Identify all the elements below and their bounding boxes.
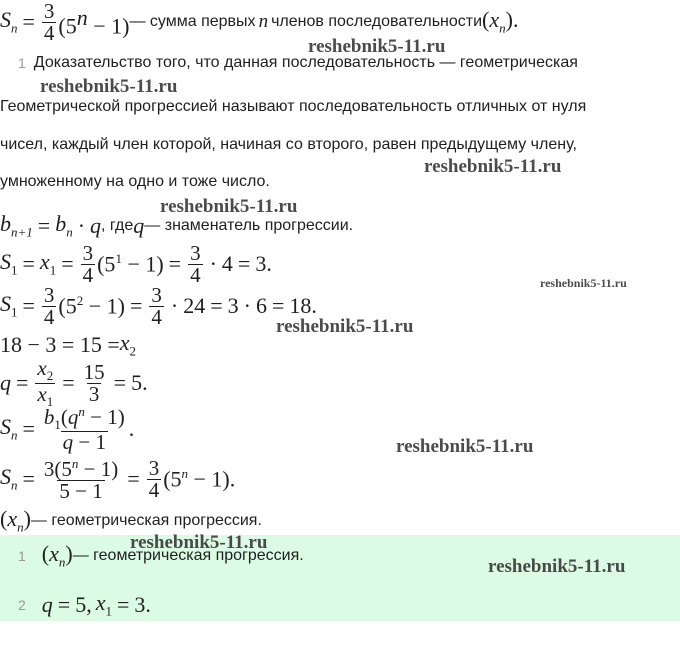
- watermark: reshebnik5-11.ru: [160, 196, 298, 217]
- recurrence-formula: $b_{n+1}$ = $b_n$ · q , где q — знаменатель прогрессии.: [0, 211, 354, 240]
- step-1-text: Доказательство того, что данная последовательность — геометрическая: [33, 54, 578, 71]
- watermark: reshebnik5-11.ru: [40, 76, 178, 97]
- difference-formula: 18 − 3 = 15 = $x_2$: [0, 330, 136, 359]
- watermark: reshebnik5-11.ru: [488, 556, 626, 577]
- definition-line-2: чисел, каждый член которой, начиная со второго, равен предыдущему члену,: [0, 136, 577, 153]
- sn-specific-formula: $S_n$ = $\frac{3(5^n - 1)}{5 - 1}$ = $\frac{3}{4}$ $(5^n - 1)$.: [0, 455, 236, 503]
- q-formula: q = $\frac{x_2}{x_1}$ = $\frac{15}{3}$ = 5.: [0, 356, 148, 409]
- header-text: — сумма первых: [129, 13, 256, 30]
- definition-line-3: умноженному на одно и тоже число.: [0, 173, 270, 190]
- header-text-2: членов последовательности: [271, 13, 483, 30]
- step-1: [18, 52, 578, 74]
- fraction-3-4: $\frac{3}{4}$: [43, 0, 55, 45]
- s2-formula: $S_1$ = $\frac{3}{4}$ $(5^2 - 1)$ = $\frac{3}{4}$ · 24 = 3 · 6 = 18.: [0, 282, 317, 329]
- definition-line-1: Геометрической прогрессией называют последовательность отличных от нуля: [0, 98, 587, 115]
- watermark: reshebnik5-11.ru: [396, 436, 534, 457]
- s-n-symbol: $S_n$: [0, 7, 18, 36]
- watermark: reshebnik5-11.ru: [276, 316, 414, 337]
- sn-general-formula: $S_n$ = $\frac{b_1(q^n - 1)}{q - 1}$ .: [0, 403, 135, 455]
- s1-formula: $S_1$ = $x_1$ = $\frac{3}{4}$ $(5^1 - 1)$ = $\frac{3}{4}$ · 4 = 3.: [0, 240, 272, 287]
- header-formula: $S_n$ = $\frac{3}{4}$ $(5^n - 1)$ — сумма первых n членов последовательности $(x_n)$.: [0, 0, 519, 45]
- watermark: reshebnik5-11.ru: [424, 156, 562, 177]
- watermark: reshebnik5-11.ru: [540, 276, 627, 290]
- conclusion: $(x_n)$ — геометрическая прогрессия.: [0, 506, 262, 535]
- answer-1: 1 $(x_n)$ — геометрическая прогрессия.: [18, 541, 304, 570]
- watermark: reshebnik5-11.ru: [130, 532, 268, 553]
- answer-2: 2 q = 5, $x_1$ = 3.: [18, 590, 151, 619]
- watermark: reshebnik5-11.ru: [308, 36, 446, 57]
- step-number: 1: [18, 55, 26, 71]
